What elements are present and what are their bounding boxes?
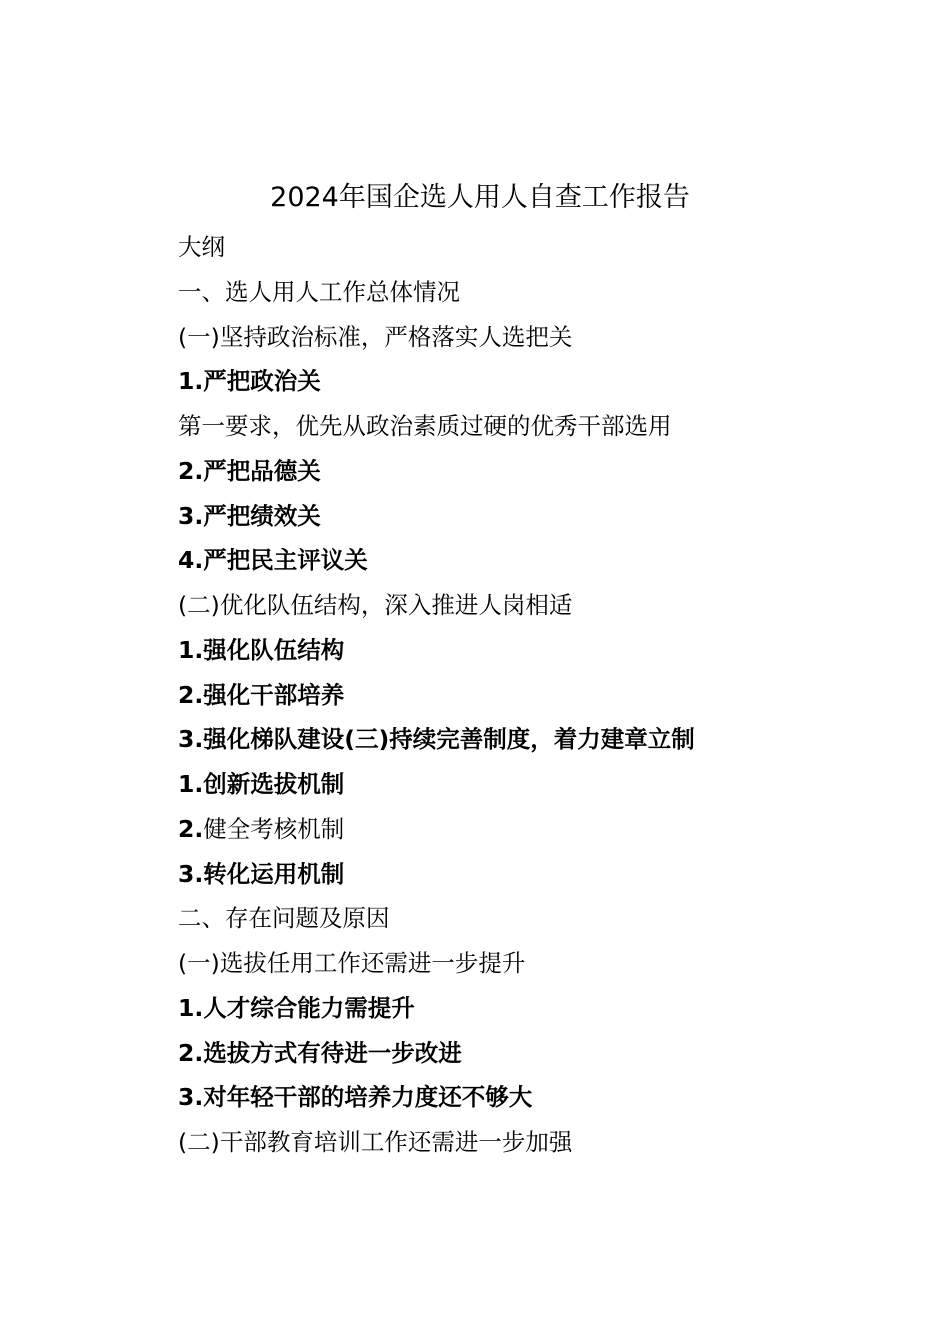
section-heading: 一、选人用人工作总体情况 <box>178 277 460 306</box>
document-title: 2024年国企选人用人自查工作报告 <box>270 182 690 213</box>
subsection-heading: (一)选拔任用工作还需进一步提升 <box>178 949 526 977</box>
list-item: 4.严把民主评议关 <box>178 546 368 575</box>
list-item: 1.严把政治关 <box>178 367 321 396</box>
section-heading: 二、存在问题及原因 <box>178 904 390 933</box>
list-item: 1.强化队伍结构 <box>178 635 345 664</box>
list-item: 1.创新选拔机制 <box>178 770 345 798</box>
list-item: 3.严把绩效关 <box>178 501 321 530</box>
document-body <box>178 225 878 1165</box>
list-item: 1.人才综合能力需提升 <box>178 993 415 1022</box>
outline-heading: 大纲 <box>178 233 225 261</box>
subsection-heading: (一)坚持政治标准，严格落实人选把关 <box>178 322 573 351</box>
subsection-heading: (二)干部教育培训工作还需进一步加强 <box>178 1128 573 1156</box>
list-item: 3.转化运用机制 <box>178 859 345 888</box>
list-item: 3.强化梯队建设(三)持续完善制度，着力建章立制 <box>178 725 695 754</box>
list-item-number: 2. <box>178 814 204 843</box>
subsection-heading: (二)优化队伍结构，深入推进人岗相适 <box>178 591 573 619</box>
list-item: 2.选拔方式有待进一步改进 <box>178 1038 462 1067</box>
list-item: 2.严把品德关 <box>178 456 321 485</box>
list-item-mixed <box>178 807 878 852</box>
list-item-label: 健全考核机制 <box>203 814 345 843</box>
paragraph-text: 第一要求，优先从政治素质过硬的优秀干部选用 <box>178 412 672 440</box>
list-item: 3.对年轻干部的培养力度还不够大 <box>178 1083 533 1112</box>
list-item: 2.强化干部培养 <box>178 680 345 709</box>
